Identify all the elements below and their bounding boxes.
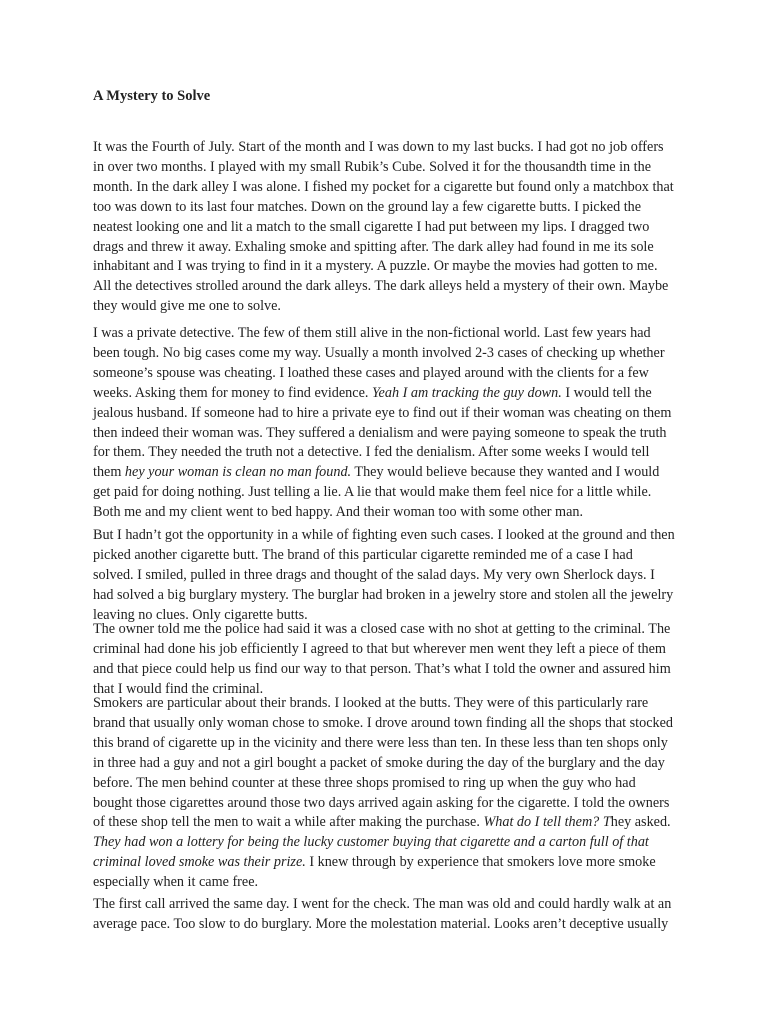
text-line [93,364,671,384]
text-line [93,178,674,198]
text-segment: inhabitant and I was trying to find in it a mystery. A puzzle. Or maybe the movies had gotten to me. [93,258,658,275]
text-line [93,546,675,566]
text-segment: They would believe because they wanted and I would [351,464,660,481]
text-segment: get paid for doing nothing. Just telling a lie. A lie that would make them feel nice for a little while. [93,484,652,501]
text-segment: solved. I smiled, pulled in three drags and thought of the salad days. My very own Sherlock days. I [93,566,655,583]
text-line [93,620,671,640]
text-segment: for them. They needed the truth not a detective. I fed the denialism. After some weeks I would tell [93,444,650,461]
text-segment: of these shop tell the men to wait a while after making the purchase. [93,814,484,831]
text-segment: But I hadn’t got the opportunity in a while of fighting even such cases. I looked at the ground and then [93,527,675,543]
text-segment: average pace. Too slow to do burglary. More the molestation material. Looks aren’t deceptive usually [93,915,669,932]
italic-text-segment: Yeah I am tracking the guy down. [371,384,562,401]
text-line [93,774,673,794]
text-segment: All the detectives strolled around the dark alleys. The dark alleys held a mystery of their own. Maybe [93,278,669,295]
text-line [93,218,674,238]
text-segment: Smokers are particular about their brands. I looked at the butts. They were of this particularly rare [93,695,649,711]
text-line [93,384,671,404]
text-line [93,503,671,523]
text-segment: drags and threw it away. Exhaling smoke and spitting after. The dark alley had found in me its sole [93,238,654,255]
text-segment: criminal had done his job efficiently I agreed to that but wherever men went they left a piece of them [93,640,666,657]
paragraph-1 [93,138,674,317]
italic-text-segment: criminal loved smoke was their prize. [93,854,306,871]
text-segment: I was a private detective. The few of them still alive in the non-fictional world. Last few years had [93,325,651,341]
text-segment: before. The men behind counter at these three shops promised to ring up when the guy who had [93,774,636,791]
text-line [93,404,671,424]
text-segment: especially when it came free. [93,874,259,891]
text-line [93,324,671,344]
text-segment: neatest looking one and lit a match to the small cigarette I had put between my lips. I dragged two [93,218,650,235]
text-line [93,566,675,586]
text-line [93,158,674,178]
italic-text-segment: They had won a lottery for being the lucky customer buying that cigarette and a carton full of that [93,834,649,851]
text-segment: weeks. Asking them for money to find evidence. [93,384,372,401]
text-line [93,483,671,503]
text-line [93,813,673,833]
paragraph-4 [93,620,671,700]
text-line [93,895,671,915]
italic-text-segment: What do I tell them? T [483,814,611,831]
text-line [93,344,671,364]
text-segment: been tough. No big cases come my way. Usually a month involved 2-3 cases of checking up whether [93,344,665,361]
text-line [93,915,671,935]
text-line [93,694,673,714]
text-segment: leaving no clues. Only cigarette butts. [93,606,308,623]
text-segment: too was down to its last four matches. Down on the ground lay a few cigarette butts. I picked the [93,198,642,215]
text-line [93,257,674,277]
text-segment: It was the Fourth of July. Start of the month and I was down to my last bucks. I had got no job offers [93,139,664,155]
text-segment: brand that usually only woman chose to smoke. I drove around town finding all the shops that stocked [93,714,674,731]
text-line [93,873,673,893]
text-line [93,833,673,853]
text-segment: The first call arrived the same day. I went for the check. The man was old and could hardly walk at an [93,896,672,912]
text-segment: this brand of cigarette up in the vicinity and there were less than ten. In these less than ten shops only [93,734,668,751]
text-line [93,238,674,258]
text-segment: them [93,464,125,481]
text-line [93,714,673,734]
text-segment: picked another cigarette butt. The brand of this particular cigarette reminded me of a case I had [93,546,633,563]
text-line [93,640,671,660]
text-line [93,794,673,814]
text-line [93,853,673,873]
text-segment: someone’s spouse was cheating. I loathed these cases and played around with the clients for a few [93,364,649,381]
text-segment: that I would find the criminal. [93,680,264,697]
paragraph-2 [93,324,671,523]
text-segment: month. In the dark alley I was alone. I fished my pocket for a cigarette but found only a matchbox that [93,178,674,195]
text-segment: bought those cigarettes around those two days arrived again asking for the cigarette. I told the owners [93,794,670,811]
text-line [93,586,675,606]
paragraph-3 [93,526,675,626]
text-line [93,198,674,218]
text-line [93,424,671,444]
paragraph-5 [93,694,673,893]
text-line [93,443,671,463]
text-segment: had solved a big burglary mystery. The burglar had broken in a jewelry store and stolen all the jewelry [93,586,674,603]
text-segment: then indeed their woman was. They suffered a denialism and were paying someone to speak the truth [93,424,667,441]
text-line [93,463,671,483]
paragraph-6 [93,895,671,935]
text-segment: Both me and my client went to bed happy. And their woman too with some other man. [93,504,584,521]
text-segment: and that piece could help us find our way to that person. That’s what I told the owner and assured him [93,660,671,677]
text-segment: in three had a guy and not a girl bought a packet of smoke during the day of the burglary and the day [93,754,665,771]
text-line [93,754,673,774]
text-line [93,526,675,546]
text-segment: hey asked. [610,814,671,831]
text-line [93,138,674,158]
text-segment: in over two months. I played with my small Rubik’s Cube. Solved it for the thousandth time in the [93,158,651,175]
text-line [93,734,673,754]
italic-text-segment: hey your woman is clean no man found. [124,464,352,481]
text-segment: they would give me one to solve. [93,298,281,315]
text-segment: The owner told me the police had said it was a closed case with no shot at getting to the criminal. The [93,621,671,637]
text-line [93,660,671,680]
text-segment: jealous husband. If someone had to hire a private eye to find out if their woman was cheating on them [93,404,672,421]
document-title: A Mystery to Solve [93,88,211,104]
text-line [93,297,674,317]
text-segment: I would tell the [561,384,652,401]
text-segment: I knew through by experience that smokers love more smoke [305,854,656,871]
text-line [93,277,674,297]
